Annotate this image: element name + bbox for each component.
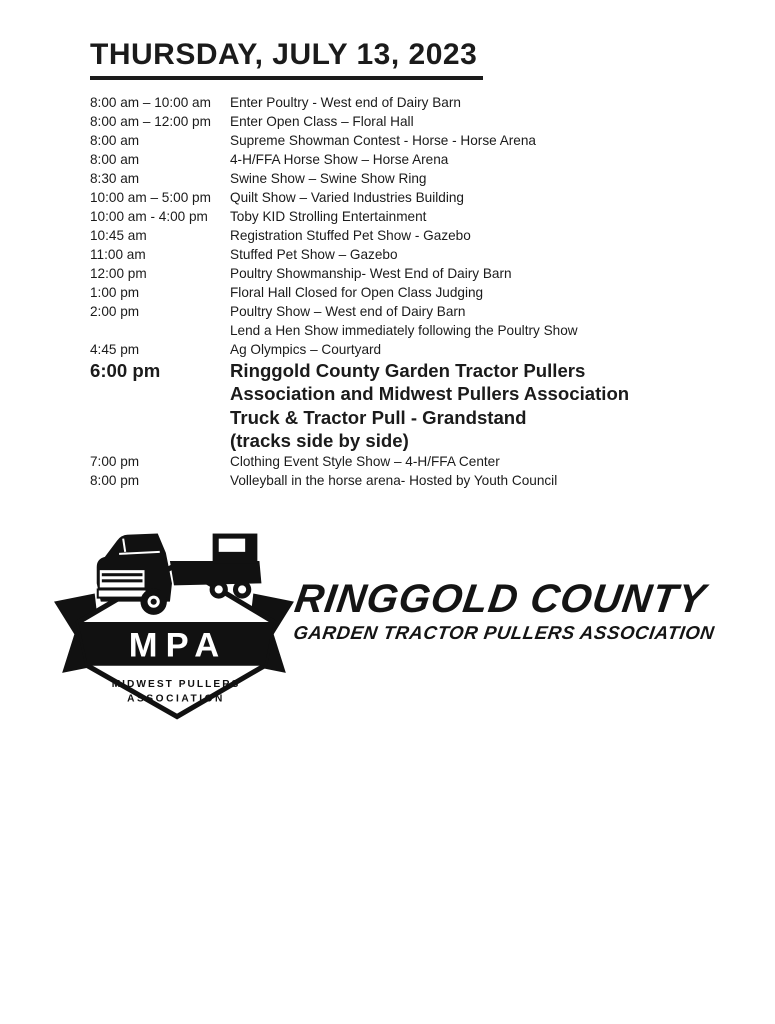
featured-event-line: Ringgold County Garden Tractor Pullers — [230, 360, 586, 381]
event-time: 8:00 am — [90, 133, 140, 148]
featured-event-line: Association and Midwest Pullers Association — [230, 383, 630, 405]
event-time: 8:00 am — [90, 152, 140, 167]
schedule-row — [90, 321, 720, 340]
mpa-logo — [52, 520, 296, 724]
event-time: 10:00 am – 5:00 pm — [90, 190, 211, 205]
event-description: 4-H/FFA Horse Show – Horse Arena — [230, 152, 449, 167]
schedule-row — [90, 302, 720, 321]
event-description: Ag Olympics – Courtyard — [230, 342, 382, 357]
event-description: Poultry Show – West end of Dairy Barn — [230, 304, 466, 319]
event-time: 12:00 pm — [90, 266, 147, 281]
event-time: 4:45 pm — [90, 342, 140, 357]
schedule-row — [90, 226, 720, 245]
event-time: 8:00 am – 10:00 am — [90, 95, 211, 110]
schedule-row — [90, 471, 720, 490]
event-time: 7:00 pm — [90, 454, 140, 470]
event-description: Clothing Event Style Show – 4-H/FFA Center — [230, 454, 500, 470]
event-description: Enter Poultry - West end of Dairy Barn — [230, 95, 461, 110]
schedule-rows-evening — [90, 452, 720, 490]
mpa-org-line2: ASSOCIATION — [127, 693, 225, 705]
schedule-row — [90, 207, 720, 226]
schedule-row — [90, 112, 720, 131]
event-description: Quilt Show – Varied Industries Building — [230, 190, 464, 205]
schedule-row — [90, 245, 720, 264]
featured-event-line: (tracks side by side) — [230, 429, 409, 451]
event-time: 8:30 am — [90, 171, 140, 186]
event-description: Enter Open Class – Floral Hall — [230, 114, 414, 129]
event-time: 6:00 pm — [90, 360, 161, 381]
event-description: Poultry Showmanship- West End of Dairy Barn — [230, 266, 512, 281]
ringgold-subtitle: GARDEN TRACTOR PULLERS ASSOCIATION — [292, 622, 716, 643]
featured-event-line: Truck & Tractor Pull - Grandstand — [230, 406, 527, 428]
event-description — [230, 359, 720, 452]
schedule-rows-morning — [90, 93, 720, 359]
schedule-row — [90, 264, 720, 283]
mpa-acronym: MPA — [128, 626, 228, 665]
event-description: Supreme Showman Contest - Horse - Horse Arena — [230, 133, 536, 148]
event-description: Volleyball in the horse arena- Hosted by Youth Council — [230, 473, 558, 489]
event-description: Toby KID Strolling Entertainment — [230, 209, 427, 224]
event-time: 11:00 am — [90, 247, 146, 262]
schedule-row — [90, 452, 720, 471]
schedule-row — [90, 131, 720, 150]
event-time: 8:00 am – 12:00 pm — [90, 114, 211, 129]
schedule-row — [90, 340, 720, 359]
event-description: Floral Hall Closed for Open Class Judging — [230, 285, 484, 300]
event-time: 10:00 am - 4:00 pm — [90, 209, 208, 224]
event-description: Swine Show – Swine Show Ring — [230, 171, 427, 186]
event-description: Registration Stuffed Pet Show - Gazebo — [230, 228, 471, 243]
ringgold-logo — [292, 577, 716, 644]
schedule-row — [90, 283, 720, 302]
featured-event-row — [90, 359, 720, 452]
event-time: 1:00 pm — [90, 285, 140, 300]
event-description: Lend a Hen Show immediately following the Poultry Show — [230, 323, 578, 338]
schedule-row — [90, 169, 720, 188]
event-description: Stuffed Pet Show – Gazebo — [230, 247, 398, 262]
schedule-row — [90, 188, 720, 207]
schedule-row — [90, 150, 720, 169]
mpa-org-line1: MIDWEST PULLERS — [111, 679, 241, 691]
event-time: 10:45 am — [90, 228, 147, 243]
schedule-list — [90, 93, 720, 490]
event-time: 2:00 pm — [90, 304, 140, 319]
ringgold-name: RINGGOLD COUNTY — [292, 577, 709, 621]
event-time: 8:00 pm — [90, 473, 140, 489]
schedule-row — [90, 93, 720, 112]
page-title: THURSDAY, JULY 13, 2023 — [90, 38, 483, 80]
